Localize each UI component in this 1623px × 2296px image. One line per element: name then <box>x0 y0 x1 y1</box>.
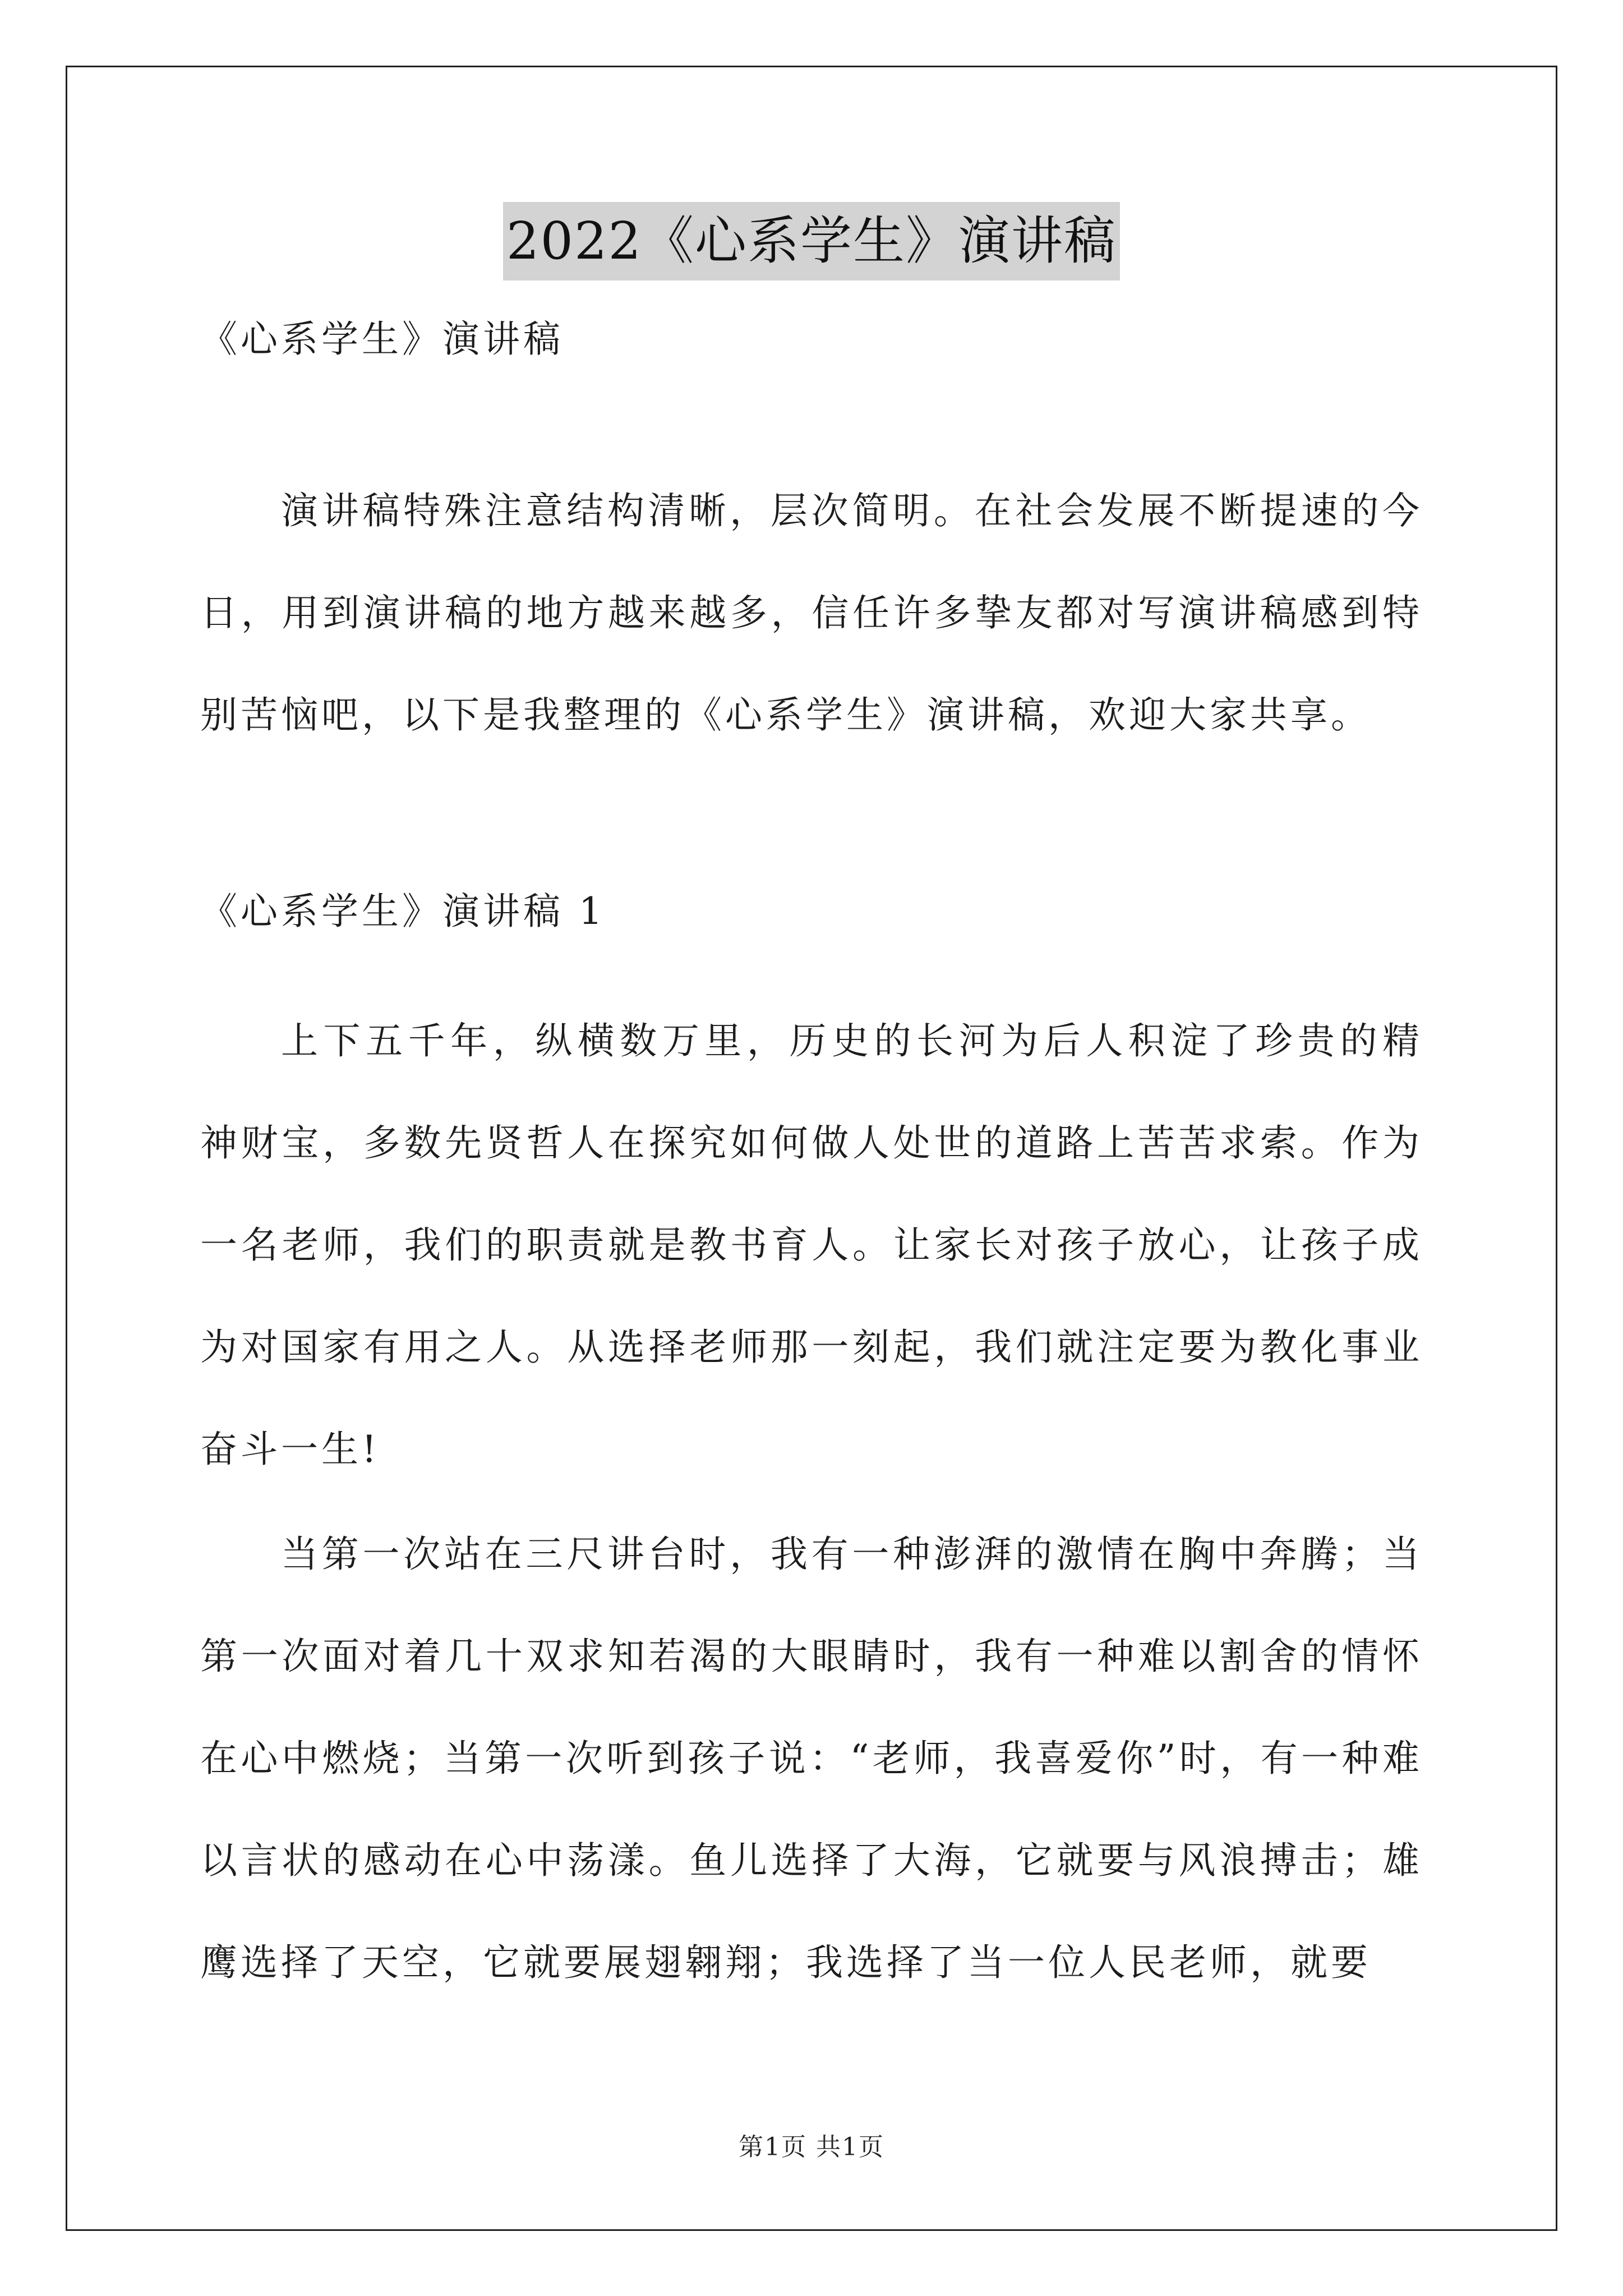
document-title: 2022《心系学生》演讲稿 <box>503 202 1120 280</box>
intro-paragraph: 演讲稿特殊注意结构清晰，层次简明。在社会发展不断提速的今日，用到演讲稿的地方越来越多，信任许多挚友都对写演讲稿感到特别苦恼吧，以下是我整理的《心系学生》演讲稿，欢迎大家共享。 <box>200 489 1423 737</box>
page-footer: 第1页 共1页 <box>739 2133 884 2161</box>
title-wrapper <box>0 202 1623 280</box>
body-paragraph-2: 当第一次站在三尺讲台时，我有一种澎湃的激情在胸中奔腾；当第一次面对着几十双求知若渴的大眼睛时，我有一种难以割舍的情怀在心中燃烧；当第一次听到孩子说：“老师，我喜爱你”时，有一种难以言状的感动在心中荡漾。鱼儿选择了大海，它就要与风浪搏击；雄鹰选择了天空，它就要展翅翱翔；我选择了当一位人民老师，就要 <box>200 1533 1423 1984</box>
section-title: 《心系学生》演讲稿 1 <box>200 890 606 933</box>
document-subtitle: 《心系学生》演讲稿 <box>200 318 564 361</box>
body-paragraph-1: 上下五千年，纵横数万里，历史的长河为后人积淀了珍贵的精 神财宝，多数先贤哲人在探究如何做人处世的道路上苦苦求索。作为一名老师，我们的职责就是教书育人。让家长对孩子放心，让孩子成为对国家有用之人。从选择老师那一刻起，我们就注定要为教化事业奋斗一生! <box>200 1019 1423 1471</box>
